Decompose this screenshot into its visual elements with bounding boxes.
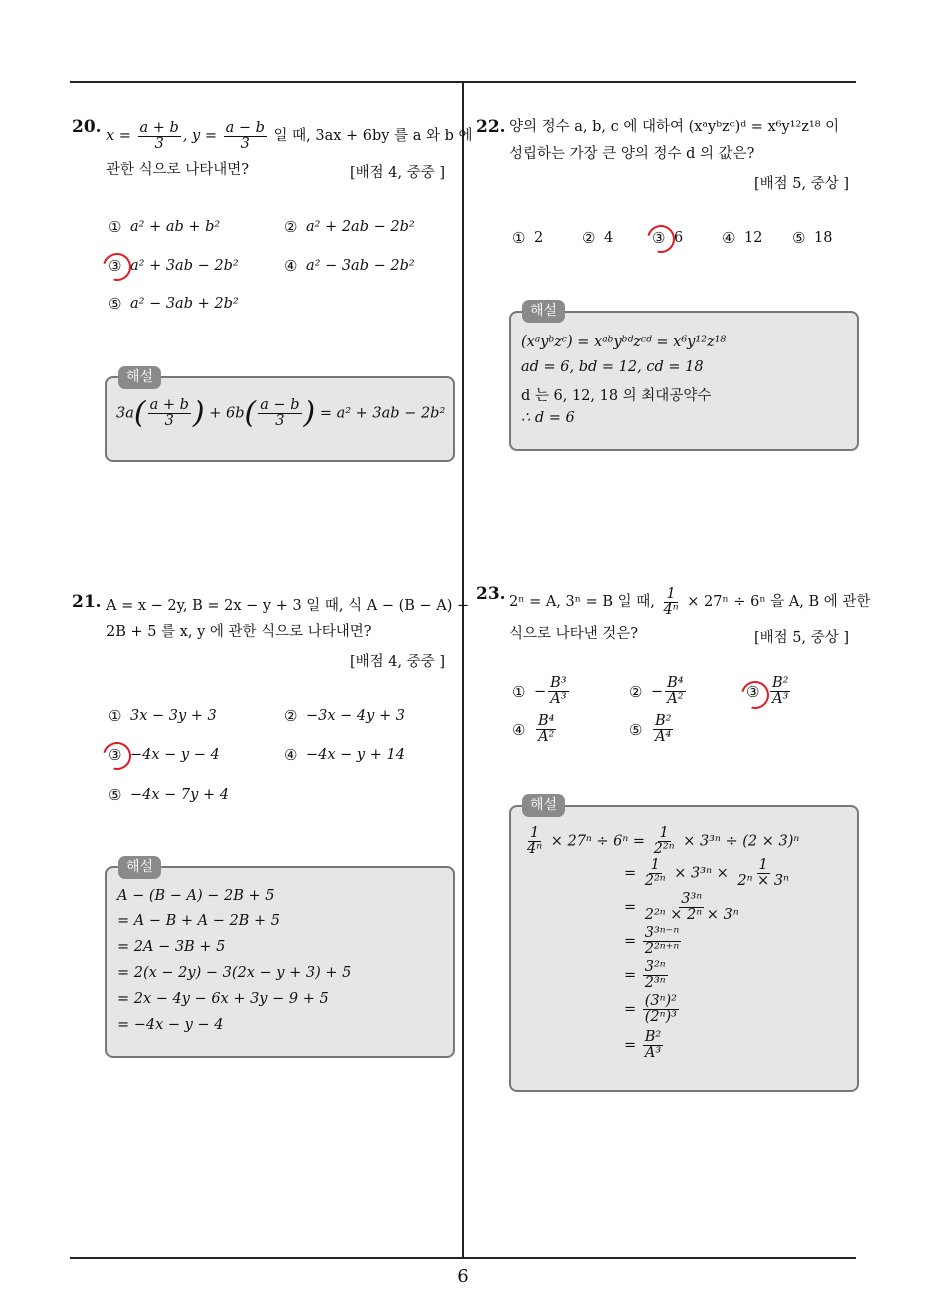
option-text: a² − 3ab − 2b² xyxy=(306,258,415,274)
option-number: ② xyxy=(284,218,298,236)
fraction-numerator: 1 xyxy=(666,585,676,602)
option-2[interactable] xyxy=(284,707,405,725)
fraction-denominator: 2²ⁿ⁺ⁿ xyxy=(644,941,680,957)
option-2[interactable] xyxy=(284,218,415,236)
fraction-numerator: B⁴ xyxy=(667,675,684,691)
equals-sign: = xyxy=(624,899,637,916)
option-text: −4x − y − 4 xyxy=(130,747,220,763)
equals-sign: = xyxy=(624,865,637,882)
option-number: ③ xyxy=(108,257,122,275)
option-number: ④ xyxy=(284,257,298,275)
question-stem-line2: 성립하는 가장 큰 양의 정수 d 의 값은? xyxy=(509,146,755,162)
option-number: ① xyxy=(108,218,122,236)
column-divider xyxy=(462,82,464,1258)
solution-line xyxy=(624,926,683,957)
solution-line: = 2x − 4y − 6x + 3y − 9 + 5 xyxy=(117,991,329,1007)
option-1[interactable] xyxy=(512,229,543,247)
option-number: ① xyxy=(108,707,122,725)
question-stem-line2: 2B + 5 를 x, y 에 관한 식으로 나타내면? xyxy=(106,624,372,640)
option-number: ④ xyxy=(284,746,298,764)
fraction-denominator: 3 xyxy=(240,135,250,152)
fraction-numerator: 3²ⁿ xyxy=(644,959,666,975)
option-1[interactable] xyxy=(108,218,220,236)
fraction-denominator: A³ xyxy=(644,1045,662,1061)
option-1[interactable] xyxy=(108,707,217,725)
question-number: 22. xyxy=(476,117,506,137)
fraction-numerator: 1 xyxy=(758,857,768,873)
solution-text: = a² + 3ab − 2b² xyxy=(319,405,446,422)
option-2[interactable] xyxy=(582,229,613,247)
option-text: a² + 3ab − 2b² xyxy=(130,258,239,274)
solution-box xyxy=(509,311,859,451)
equals-sign: = xyxy=(624,967,637,984)
solution-line xyxy=(624,858,793,889)
fraction-numerator: (3ⁿ)² xyxy=(644,993,677,1009)
solution-tag: 해설 xyxy=(118,366,161,389)
option-text: a² + ab + b² xyxy=(130,219,221,235)
answer-mark-icon xyxy=(642,220,680,258)
question-stem xyxy=(106,118,472,154)
option-4[interactable] xyxy=(512,714,558,745)
solution-line: (xᵃyᵇzᶜ) = xᵃᵇyᵇᵈzᶜᵈ = x⁶y¹²z¹⁸ xyxy=(521,334,727,350)
option-number: ⑤ xyxy=(792,229,806,247)
fraction xyxy=(662,587,681,618)
option-number: ① xyxy=(512,229,526,247)
option-1[interactable] xyxy=(512,676,571,707)
fraction-denominator: 2³ⁿ xyxy=(644,975,666,991)
fraction-denominator: A² xyxy=(538,729,555,745)
fraction-numerator: a − b xyxy=(260,397,300,413)
option-text: 2 xyxy=(534,230,544,246)
fraction-numerator: a + b xyxy=(149,397,189,413)
option-number: ③ xyxy=(652,229,666,247)
fraction xyxy=(643,858,668,889)
equals-sign: = xyxy=(624,933,637,950)
fraction-numerator: a − b xyxy=(225,119,265,136)
solution-line xyxy=(624,994,681,1025)
fraction-numerator: 1 xyxy=(529,825,540,841)
fraction-denominator: 3 xyxy=(154,135,164,152)
fraction xyxy=(643,926,681,957)
fraction-denominator: 3 xyxy=(164,413,174,429)
solution-line: = 2(x − 2y) − 3(2x − y + 3) + 5 xyxy=(117,965,352,981)
fraction-numerator: B² xyxy=(644,1029,662,1045)
solution-tag: 해설 xyxy=(522,794,565,817)
fraction-numerator: B³ xyxy=(550,675,567,691)
solution-line xyxy=(624,960,670,991)
option-text: −4x − y + 14 xyxy=(306,747,405,763)
fraction xyxy=(224,121,267,152)
paren-open: ( xyxy=(244,395,257,431)
stem-text: x = xyxy=(106,128,131,144)
solution-tag: 해설 xyxy=(118,856,161,879)
solution-text: + 6b xyxy=(209,405,245,422)
fraction xyxy=(536,714,556,745)
solution-line: d 는 6, 12, 18 의 최대공약수 xyxy=(521,388,712,404)
question-stem: A = x − 2y, B = 2x − y + 3 일 때, 식 A − (B − A) − xyxy=(106,598,470,614)
option-number: ④ xyxy=(512,720,526,739)
fraction-denominator: 2²ⁿ xyxy=(644,873,666,889)
option-5[interactable] xyxy=(108,295,239,313)
fraction-denominator: A³ xyxy=(772,691,789,707)
option-number: ⑤ xyxy=(108,295,122,313)
option-5[interactable] xyxy=(792,229,832,247)
option-text: −3x − 4y + 3 xyxy=(306,708,405,724)
option-number: ② xyxy=(284,707,298,725)
fraction-denominator: A² xyxy=(667,691,684,707)
stem-text: × 27ⁿ ÷ 6ⁿ 을 A, B 에 관한 xyxy=(687,594,871,610)
fraction-numerator: 1 xyxy=(659,825,669,841)
option-number: ② xyxy=(629,682,643,701)
stem-text: 2ⁿ = A, 3ⁿ = B 일 때, xyxy=(509,594,655,610)
option-text: a² + 2ab − 2b² xyxy=(306,219,415,235)
score-label: [배점 5, 중상 ] xyxy=(754,630,850,646)
fraction xyxy=(643,1030,663,1061)
equals-sign: = xyxy=(624,1037,637,1054)
solution-tag: 해설 xyxy=(522,300,565,323)
question-stem xyxy=(509,585,870,619)
solution-line xyxy=(624,892,743,923)
option-number: ② xyxy=(582,229,596,247)
fraction-denominator: A⁴ xyxy=(655,729,672,745)
option-text: −4x − 7y + 4 xyxy=(130,787,229,803)
fraction xyxy=(652,826,677,857)
equals-sign: = xyxy=(624,1001,637,1018)
answer-mark-icon xyxy=(98,248,136,286)
option-number: ⑤ xyxy=(108,786,122,804)
question-number: 23. xyxy=(476,584,506,604)
score-label: [배점 4, 중중 ] xyxy=(350,654,446,670)
option-2[interactable] xyxy=(629,676,688,707)
stem-text: , y = xyxy=(182,128,218,144)
fraction xyxy=(735,858,791,889)
fraction-denominator: (2ⁿ)³ xyxy=(644,1009,677,1025)
solution-line: = A − B + A − 2B + 5 xyxy=(117,913,280,929)
fraction xyxy=(138,121,181,152)
option-text: 12 xyxy=(744,230,763,246)
option-text: 3x − 3y + 3 xyxy=(130,708,217,724)
fraction-numerator: B² xyxy=(655,713,672,729)
option-text: 4 xyxy=(604,230,614,246)
fraction xyxy=(643,892,741,923)
fraction-denominator: 2ⁿ × 3ⁿ xyxy=(737,873,789,889)
fraction-denominator: 3 xyxy=(275,413,285,429)
bottom-rule xyxy=(70,1257,856,1259)
solution-text: × 3³ⁿ × xyxy=(674,865,729,882)
solution-line xyxy=(624,1030,665,1061)
fraction xyxy=(653,714,673,745)
paren-close: ) xyxy=(192,395,205,431)
fraction xyxy=(148,398,191,429)
fraction-denominator: 2²ⁿ × 2ⁿ × 3ⁿ xyxy=(644,907,739,923)
fraction-numerator: 1 xyxy=(650,857,660,873)
option-4[interactable] xyxy=(722,229,762,247)
answer-mark-icon xyxy=(98,737,136,775)
option-5[interactable] xyxy=(629,714,675,745)
paren-open: ( xyxy=(133,395,146,431)
solution-text: 3a xyxy=(116,405,134,422)
solution-line: = 2A − 3B + 5 xyxy=(117,939,226,955)
option-text: a² − 3ab + 2b² xyxy=(130,296,239,312)
paren-close: ) xyxy=(303,395,316,431)
fraction xyxy=(770,676,790,707)
option-text: 6 xyxy=(674,230,684,246)
fraction-denominator: A³ xyxy=(550,691,567,707)
option-sign: − xyxy=(534,683,547,700)
page-number: 6 xyxy=(457,1266,469,1287)
option-5[interactable] xyxy=(108,786,229,804)
question-stem-line2: 관한 식으로 나타내면? xyxy=(106,162,250,178)
fraction xyxy=(643,994,679,1025)
fraction xyxy=(525,826,544,857)
question-number: 21. xyxy=(72,592,102,612)
option-number: ① xyxy=(512,682,526,701)
question-stem-line2: 식으로 나타낸 것은? xyxy=(509,626,639,642)
solution-line: = −4x − y − 4 xyxy=(117,1017,224,1033)
solution-line: ∴ d = 6 xyxy=(521,410,575,426)
option-sign: − xyxy=(651,683,664,700)
fraction-numerator: B² xyxy=(772,675,789,691)
fraction-numerator: a + b xyxy=(139,119,179,136)
option-number: ④ xyxy=(722,229,736,247)
fraction-numerator: 3³ⁿ⁻ⁿ xyxy=(644,925,680,941)
score-label: [배점 4, 중중 ] xyxy=(350,165,446,181)
fraction xyxy=(643,960,668,991)
stem-text: 일 때, 3ax + 6by 를 a 와 b 에 xyxy=(273,128,473,144)
option-4[interactable] xyxy=(284,257,415,275)
fraction-numerator: B⁴ xyxy=(538,713,555,729)
fraction-denominator: 2²ⁿ xyxy=(653,841,675,857)
option-number: ③ xyxy=(108,746,122,764)
fraction xyxy=(548,676,568,707)
solution-text: × 3³ⁿ ÷ (2 × 3)ⁿ xyxy=(683,833,800,850)
solution-text: × 27ⁿ ÷ 6ⁿ = xyxy=(550,833,646,850)
score-label: [배점 5, 중상 ] xyxy=(754,176,850,192)
option-4[interactable] xyxy=(284,746,405,764)
fraction xyxy=(665,676,685,707)
fraction-denominator: 4ⁿ xyxy=(663,601,679,618)
solution-line: A − (B − A) − 2B + 5 xyxy=(117,888,275,904)
question-number: 20. xyxy=(72,117,102,137)
solution-line xyxy=(523,826,799,857)
fraction-numerator: 3³ⁿ xyxy=(681,891,703,907)
solution-line xyxy=(116,395,446,431)
option-number: ③ xyxy=(746,682,760,701)
question-stem: 양의 정수 a, b, c 에 대하여 (xᵃyᵇzᶜ)ᵈ = x⁶y¹²z¹⁸ 이 xyxy=(509,119,840,135)
fraction xyxy=(258,398,301,429)
fraction-denominator: 4ⁿ xyxy=(527,841,543,857)
solution-line: ad = 6, bd = 12, cd = 18 xyxy=(521,359,704,375)
option-text: 18 xyxy=(814,230,833,246)
option-number: ⑤ xyxy=(629,720,643,739)
